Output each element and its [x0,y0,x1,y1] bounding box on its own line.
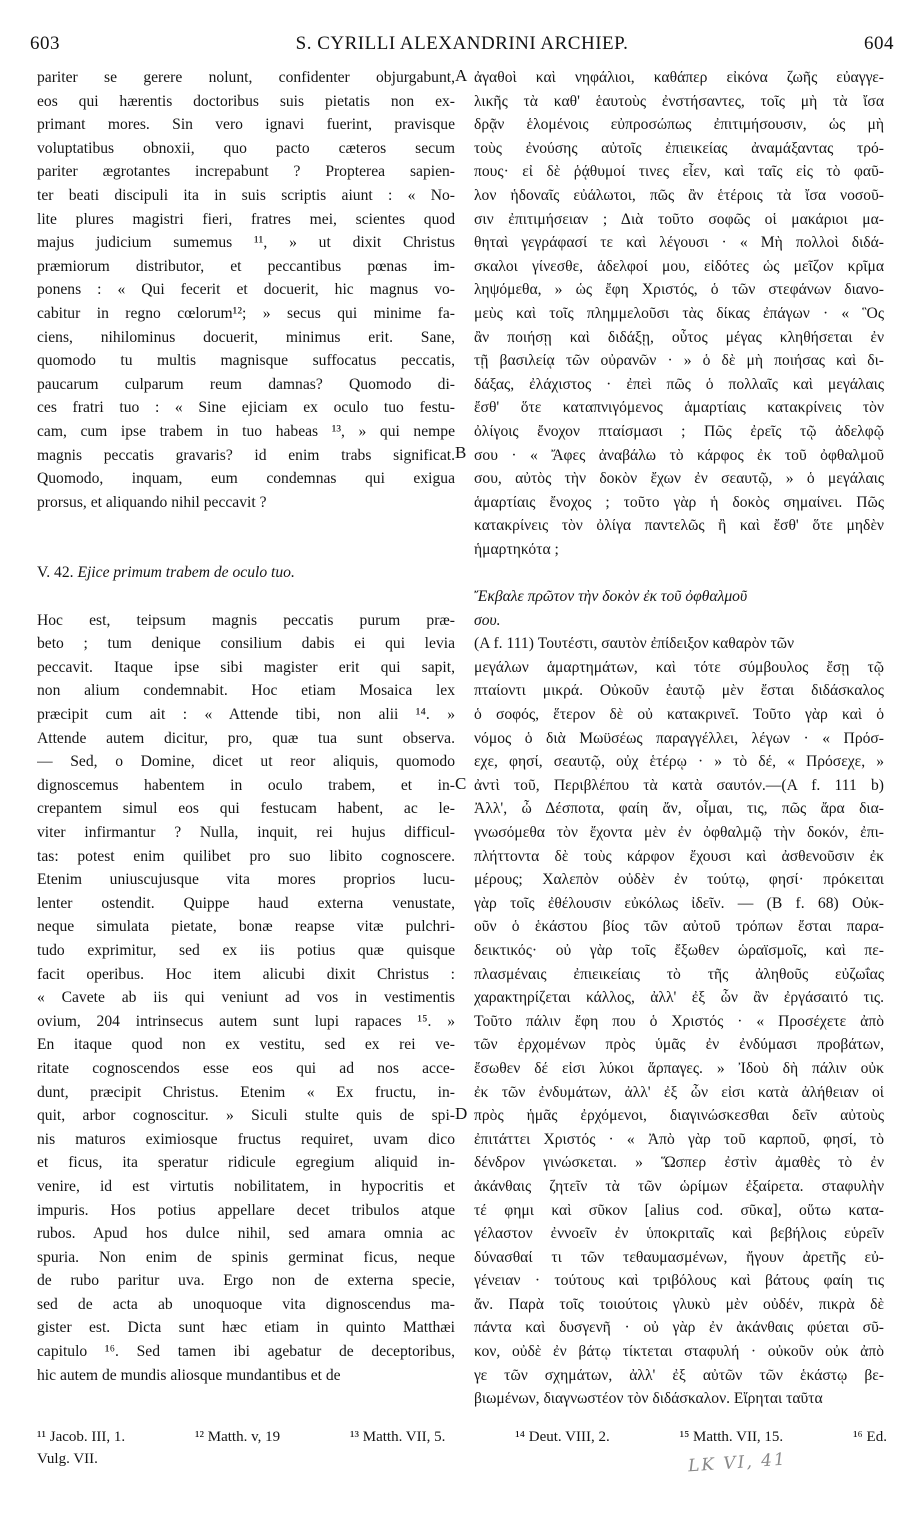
running-title: S. CYRILLI ALEXANDRINI ARCHIEP. [295,33,629,54]
page-number-right: 604 [864,33,894,54]
greek-text-line: πους· εἰ δὲ ῥᾴθυμοί τινες εἶεν, καὶ ταῖς εἰς τὸ φαῦ- [474,163,884,181]
latin-text-line: ritate cognoscendos esse eos qui ad nos acce- [37,1059,455,1077]
greek-text-line: δρᾷν ἑλομένοις εὐπροσώπως ἐπιτιμήσουσιν, ὡς μὴ [474,116,884,134]
latin-text-line: hic autem de mundis aliosque mundantibus et de [37,1366,341,1384]
greek-text-line: μέρους; Χαλεπὸν οὐδὲν ἐν τούτῳ, φησί· πρόκειται [474,871,884,889]
page-number-left: 603 [30,33,60,54]
latin-text-line: V. 42. Ejice primum trabem de oculo tuo. [37,564,295,582]
greek-text-line: σου, αὐτὸς τὴν δοκὸν ἔχων ἐν σεαυτῷ, » ὁ μεγάλαις [474,470,884,488]
greek-text-line: ἔσθ' ὅτε καταπνιγόμενος ἁμαρτίαις κατακρίνεις τὸν [474,399,884,417]
greek-text-line: γένειαν · τούτους καὶ τριβόλους καὶ βάτους φαίη τις [474,1272,884,1290]
latin-text-line: voluptatibus obnoxii, quo pacto cæteros secum [37,139,455,157]
greek-text-line: γὰρ τοῖς ἐθέλουσιν εὐκόλως ἰδεῖν. — (B f. 68) Οὐκ- [474,894,884,912]
greek-text-line: δένδρον γινώσκεται. » Ὥσπερ ἐστὶν ἀμαθὲς τὸ ἐν [474,1154,884,1172]
latin-text-line: Etenim uniuscujusque vita mores proprios lucu- [37,871,455,889]
latin-text-line: eos qui hærentis doctoribus suis pietatis non ex- [37,92,455,110]
latin-text-line: ovium, 204 intrinsecus autem sunt lupi rapaces ¹⁵. » [37,1012,455,1030]
footnote-11: ¹¹ Jacob. III, 1. [37,1429,126,1445]
greek-text-line: ἀντὶ τοῦ, Περιβλέπου τὰ κατὰ σαυτόν.—(A f. 111 b) [474,776,884,794]
latin-text-line: impuris. Hos potius appellare decet tribulos atque [37,1201,455,1219]
latin-text-line: lite plures magistri fieri, fratres mei, scientes quod [37,210,455,228]
latin-text-line: gister est. Dicta sunt hæc etiam in quinto Matthæi [37,1319,455,1337]
margin-letter-a: A [455,66,468,85]
greek-text-line: γέλαστον ἐννοεῖν ἐν ὑποκριταῖς καὶ βεβήλοις εὑρεῖν [474,1225,884,1243]
greek-text-line: γε τῶν σχημάτων, ἀλλ' ἐξ αὐτῶν τῶν ἑκάστῳ βε- [474,1366,884,1384]
handwritten-note: LK VI, 41 [687,1449,788,1477]
greek-text-line: ἂν ποιήσῃ καὶ διδάξῃ, οὗτος μέγας κληθήσεται ἐν [474,328,884,346]
latin-text-line: præcipit cum ait : « Attende tibi, non alii ¹⁴. » [37,706,455,724]
latin-text-line: spuria. Non enim de spinis germinat ficus, neque [37,1248,455,1266]
footnote-row [37,1426,887,1448]
latin-text-line: peccavit. Itaque ipse sibi magister erit qui sapit, [37,658,455,676]
greek-text-line: (A f. 111) Τουτέστι, σαυτὸν ἐπίδειξον καθαρὸν τῶν [474,635,795,653]
latin-text-line: Attende autem dicitur, pro, quæ tua sunt observa. [37,729,455,747]
latin-text-line: « Cavete ab iis qui veniunt ad vos in vestimentis [37,989,455,1007]
greek-text-line: τῶν ἐρχομένων πρὸς ὑμᾶς ἐν ἐνδύμασι προβάτων, [474,1036,884,1054]
greek-text-line: εχε, φησί, σεαυτῷ, οὐχ ἑτέρῳ · » τὸ δέ, « Πρόσεχε, » [474,753,884,771]
latin-text-line: rubos. Apud hos dulce nihil, sed amara omnia ac [37,1225,455,1243]
latin-text-line: ciens, nihilominus docuerit, minimus erit. Sane, [37,328,455,346]
latin-text-line: quit, arbor cognoscitur. » Siculi stulte quis de spi- [37,1107,455,1125]
greek-column [474,66,884,1411]
greek-text-line: ἁμαρτίαις ἔνοχος ; τοῦτο γὰρ ἡ δοκὸς σημαίνει. Πῶς [474,493,884,511]
latin-text-line: lenter ostendit. Quippe haud externa venustate, [37,894,455,912]
footnote-16: ¹⁶ Ed. [853,1429,887,1445]
greek-text-line: πάντα καὶ δυσγενῆ · οὐ γὰρ ἐν ἀκάνθαις φύεται σῦ- [474,1319,884,1337]
latin-text-line: capitulo ¹⁶. Sed tamen ibi agebatur de deceptoribus, [37,1343,455,1361]
greek-text-line: τῇ βασιλείᾳ τῶν οὐρανῶν · » ὁ δὲ μὴ ποιήσας καὶ δι- [474,352,884,370]
margin-letter-c: C [455,774,467,793]
greek-text-line: τέ φημι καὶ σῦκον [alius cod. σῦκα], οὕτω κατα- [474,1201,884,1219]
greek-text-line: ἐπιτάττει Χριστός · « Ἀπὸ γὰρ τοῦ καρποῦ, φησί, τὸ [474,1130,884,1148]
latin-text-line: primant mores. Sin vero ignavi fuerint, pravisque [37,116,455,134]
greek-text-line: πταίοντι μικρά. Οὐκοῦν ἑαυτῷ μὲν ἔσται διδάσκαλος [474,682,884,700]
latin-text-line: nis maturos eximiosque fructus requiret, uvam dico [37,1130,455,1148]
latin-text-line: et ficus, ita speratur ridicule egregium aliquid in- [37,1154,455,1172]
latin-text-line: — Sed, o Domine, dicet ut reor aliquis, quomodo [37,753,455,771]
running-header [30,33,894,59]
latin-text-line: non alium condemnabit. Hoc etiam Mosaica lex [37,682,455,700]
greek-text-line: ἡμαρτηκότα ; [474,540,559,558]
latin-text-line: paucarum culparum reum damnas? Quomodo di- [37,375,455,393]
greek-text-line: ὁ σοφός, ἕτερον δὲ οὐ κατακρινεῖ. Τοῦτο γὰρ καὶ ὁ [474,706,884,724]
latin-text-line: Hoc est, teipsum magnis peccatis purum præ- [37,611,455,629]
greek-text-line: ἀγαθοὶ καὶ νηφάλιοι, καθάπερ εἰκόνα ζωῆς εὐαγγε- [474,69,884,86]
greek-text-line: Ἔκβαλε πρῶτον τὴν δοκὸν ἐκ τοῦ ὀφθαλμοῦ [474,588,748,606]
latin-text-line: præmiorum distributor, et peccantibus pœnas im- [37,257,455,275]
latin-text-line: neque simulata pietate, bonæ reapse vitæ pulchri- [37,918,455,936]
greek-text-line: ἀκάνθαις ζητεῖν τὰ τῶν ὡρίμων ἐξαίρετα. σταφυλὴν [474,1177,884,1195]
latin-text-line: Quomodo, inquam, eum condemnas qui exigua [37,470,455,488]
latin-text-line: de rubo paritur uva. Ergo non de externa specie, [37,1272,455,1290]
greek-text-line: μεὺς καὶ τοῖς πλημμελοῦσι τὰς δίκας ἐπάγων · « Ὃς [474,304,884,322]
latin-text-line: venire, id est virtutis nobilitatem, in hypocritis et [37,1177,455,1195]
greek-text-line: ὀλίγοις ἔνοχον πταίσμασι ; Πῶς ἐρεῖς τῷ ἀδελφῷ [474,422,884,440]
latin-text-line: viter infirmantur ? Nulla, inquit, rei hujus difficul- [37,824,455,841]
footnote-12: ¹² Matth. v, 19 [195,1429,281,1445]
latin-text-line: ter beati discipuli ita in suis scriptis aiunt : « No- [37,186,455,204]
greek-text-line: κατακρίνεις τὸν ὀλίγα παντελῶς ἢ καὶ ἔσθ' ὅτε μηδὲν [474,517,884,535]
latin-text-line: tas: potest enim quilibet pro suo libito cognoscere. [37,847,455,865]
latin-text-line: tudo exprimitur, sed ex iis potius quæ quisque [37,941,455,959]
greek-text-line: τοὺς ἐνούσης αὐτοῖς ἐπιεικείας ἀναμάξαντας τρό- [474,139,884,157]
greek-text-line: πλασμέναις ἐπιεικείαις τὸ τῆς ἀληθοῦς εὐζωΐας [474,965,884,983]
greek-text-line: δεικτικός· οὐ γὰρ τοῖς ἔξωθεν ὡραϊσμοῖς, καὶ πε- [474,941,884,959]
latin-text-line [37,585,455,609]
greek-text-line: ἔσωθεν δέ εἰσι λύκοι ἅρπαγες. » Ἰδοὺ δὴ πάλιν οὐκ [474,1059,884,1077]
latin-text-line: pariter ægrotantes increpabunt ? Propterea sapien- [37,163,455,181]
latin-text-line: magnis peccatis gravaris? id enim trabs significat. [37,446,455,464]
greek-text-line: οῦν ὁ ἑκάστου βίος τῶν αὐτοῦ τρόπων ἔσται παρα- [474,918,884,936]
greek-text-line: δάξας, ἐλάχιστος · ἐπεὶ πῶς ὁ πολλαῖς καὶ μεγάλαις [474,375,884,393]
greek-text-line: μεγάλων ἁμαρτημάτων, καὶ τότε σύμβουλος ἔσῃ τῷ [474,658,884,676]
latin-text-line: dignoscemus habentem in oculo trabem, et in- [37,776,455,794]
latin-text-line [37,514,455,538]
latin-column [37,66,455,1387]
greek-text-line: πρὸς ἡμᾶς ἐρχόμενοι, διαγινώσκεσθαι δεῖν αὐτοὺς [474,1107,884,1125]
latin-text-line: En itaque quod non ex vestitu, sed ex rei ve- [37,1036,455,1054]
margin-letter-b: B [455,443,467,462]
latin-text-line [37,538,455,562]
greek-text-line: πλήττοντα δὲ τοὺς κάρφον ἔχουσι καὶ ἀσθενοῦσιν ἐκ [474,847,884,865]
footnote-14: ¹⁴ Deut. VIII, 2. [515,1429,610,1445]
margin-letter-d: D [455,1104,468,1123]
greek-text-line: νόμος ὁ διὰ Μωϋσέως παραγγέλλει, λέγων · « Πρόσ- [474,729,884,747]
greek-text-line: λικῆς τὰ καθ' ἑαυτοὺς ἐνστήσαντες, τοῖς μὴ τὰ ἴσα [474,92,884,110]
greek-text-line: σκαλοι γίνεσθε, ἀδελφοί μου, εἰδότες ὡς μεῖζον κρῖμα [474,257,884,275]
latin-text-line: ponens : « Qui fecerit et docuerit, hic magnus vo- [37,281,455,299]
greek-text-line: βιωμένων, διαγνωστέον τὸν διδάσκαλον. Εἴρηται ταῦτα [474,1390,823,1408]
greek-text-line: θηταὶ γεγράφασί τε καὶ λέγουσι · « Μὴ πολλοὶ διδά- [474,234,884,252]
greek-text-line: σου. [474,611,501,629]
latin-text-line: facit operibus. Hoc item alicubi dixit Christus : [37,965,455,983]
greek-text-line: λον ἡδοναῖς εὐάλωτοι, πῶς ἂν ἑτέροις τὰ ἴσα νοσοῦ- [474,186,884,204]
greek-text-line [474,561,884,585]
latin-text-line: dunt, præcipit Christus. Etenim « Ex fructu, in- [37,1083,455,1101]
latin-text-line: cabitur in regno cœlorum¹²; » secus qui minime fa- [37,304,455,322]
footnote-13: ¹³ Matth. VII, 5. [350,1429,446,1445]
greek-text-line: σου · « Ἄφες ἀναβάλω τὸ κάρφος ἐκ τοῦ ὀφθαλμοῦ [474,446,884,464]
latin-text-line: majus judicium sumemus ¹¹, » ut dixit Christus [37,234,455,252]
greek-text-line: ληψόμεθα, » ὡς ἔφη Χριστός, ὁ τῶν στεφάνων διανο- [474,281,884,299]
greek-text-line: σιν ἐπιτιμήσειαν ; Διὰ τοῦτο σοφῶς οἱ μακάριοι μα- [474,210,884,228]
footnote-continuation: Vulg. VII. [37,1451,98,1467]
greek-text-line: ἄν. Παρὰ τοῖς τοιούτοις γλυκὺ μὲν οὐδέν, πικρὰ δὲ [474,1295,884,1313]
latin-text-line: sed de acta ab unoquoque vita dignoscendus ma- [37,1295,455,1313]
greek-text-line: Ἀλλ', ὦ Δέσποτα, φαίη ἄν, οἶμαι, τις, πῶς ἄρα δια- [474,800,884,818]
latin-text-line: crepantem simul eos qui festucam habent, ac le- [37,800,455,818]
greek-text-line: γνωσόμεθα τὸν ἔχοντα μὲν ἐν ὀφθαλμῷ τὴν δοκόν, ἐπι- [474,824,884,841]
latin-text-line: pariter se gerere nolunt, confidenter objurgabunt, [37,69,455,86]
footnote-15: ¹⁵ Matth. VII, 15. [679,1429,784,1445]
latin-text-line: ces fratri tuo : « Sine ejiciam ex oculo tuo festu- [37,399,455,417]
latin-text-line: cam, cum ipse trabem in tuo habeas ¹³, » qui nempe [37,422,455,440]
greek-text-line: χαρακτηρίζεται κάλλος, ἀλλ' ἐξ ὧν ἂν ἐργάσαιτό τις. [474,989,884,1007]
latin-text-line: quomodo tu multis magnisque suffocatus peccatis, [37,352,455,370]
latin-text-line: prorsus, et aliquando nihil peccavit ? [37,493,267,511]
latin-text-line: beto ; tum denique consilium dabis ei qui levia [37,635,455,653]
greek-text-line: Τοῦτο πάλιν ἔφη που ὁ Χριστός · « Προσέχετε ἀπὸ [474,1012,884,1030]
greek-text-line: δύνασθαί τι τῶν τεθαυμασμένων, ἤγουν ἀρετῆς εὐ- [474,1248,884,1266]
greek-text-line: κον, οὐδὲ ἐν βάτῳ τίκτεται σταφυλή · οὐκοῦν οὐκ ἀπὸ [474,1343,884,1361]
greek-text-line: ἐκ τῶν ἐνδυμάτων, ἀλλ' ἐξ ὧν εἰσι κατὰ ἀλήθειαν οἱ [474,1083,884,1101]
